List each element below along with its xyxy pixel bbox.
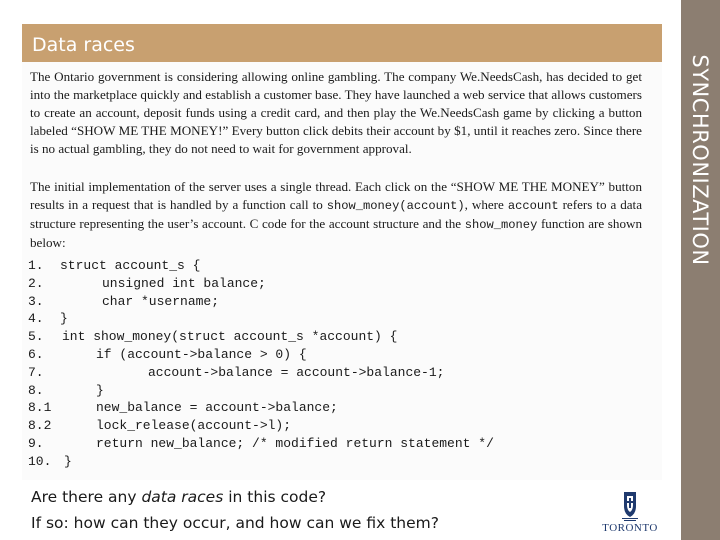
code-text: if (account->balance > 0) { — [96, 346, 307, 362]
code-text: lock_release(account->l); — [96, 418, 292, 434]
code-text: unsigned int balance; — [102, 275, 266, 291]
page-title: Data races — [32, 34, 135, 56]
paragraph-text: function are shown below: — [30, 216, 642, 250]
scanned-excerpt — [22, 62, 662, 480]
line-number: 4. — [28, 311, 44, 327]
paragraph-text: , where — [464, 197, 508, 212]
inline-code: show_money(account) — [326, 199, 465, 213]
question-text-part: Are there any — [31, 488, 142, 506]
code-text: int show_money(struct account_s *account) { — [62, 329, 398, 345]
question-line-1 — [31, 484, 439, 510]
question-emphasis: data races — [141, 488, 224, 506]
university-logo — [600, 488, 660, 536]
logo-text: TORONTO — [602, 522, 658, 534]
implementation-paragraph — [30, 178, 642, 252]
line-number: 9. — [28, 435, 44, 451]
line-number: 6. — [28, 346, 44, 362]
crest-icon — [600, 488, 660, 522]
code-text: } — [60, 311, 68, 327]
line-number: 2. — [28, 275, 44, 291]
line-number: 8. — [28, 382, 44, 398]
question-line-2: If so: how can they occur, and how can we fix them? — [31, 514, 439, 532]
inline-code: show_money — [464, 218, 538, 232]
title-bar — [22, 24, 662, 62]
line-number: 3. — [28, 293, 44, 309]
line-number: 5. — [28, 329, 44, 345]
code-text: } — [64, 453, 72, 469]
line-number: 1. — [28, 258, 44, 273]
code-text: new_balance = account->balance; — [96, 400, 338, 416]
line-number: 8.2 — [28, 418, 52, 434]
code-text: char *username; — [102, 293, 220, 309]
paragraph-text: The initial implementation of the server uses a single thread. Each click on the “SHOW ME THE MONEY” button results in a request that is handled by a function call to — [30, 179, 642, 212]
code-text: return new_balance; /* modified return statement */ — [96, 435, 494, 451]
paragraph-text: refers to a data structure representing the user’s account. C code for the account structure and the — [30, 197, 643, 231]
scenario-paragraph: The Ontario government is considering allowing online gambling. The company We.NeedsCash, has decided to get into the marketplace quickly and establish a customer base. They have launched a web service that allows customers to create an account, deposit funds using a credit card, and then play the We.NeedsCash game by clicking a button labeled “SHOW ME THE MONEY!” Every button click debits their account by $1, until it reaches zero. Since there is no actual gambling, they do not need to wait for government approval. — [30, 69, 642, 156]
question-text — [31, 484, 439, 536]
question-text-part: in this code? — [223, 488, 327, 506]
code-text: account->balance = account->balance-1; — [148, 364, 445, 380]
line-number: 8.1 — [28, 400, 52, 416]
code-text: struct account_s { — [60, 258, 201, 273]
side-label: SYNCHRONIZATION — [688, 54, 712, 266]
inline-code: account — [507, 199, 559, 213]
line-number: 10. — [28, 453, 52, 469]
code-text: } — [96, 382, 104, 398]
line-number: 7. — [28, 364, 44, 380]
